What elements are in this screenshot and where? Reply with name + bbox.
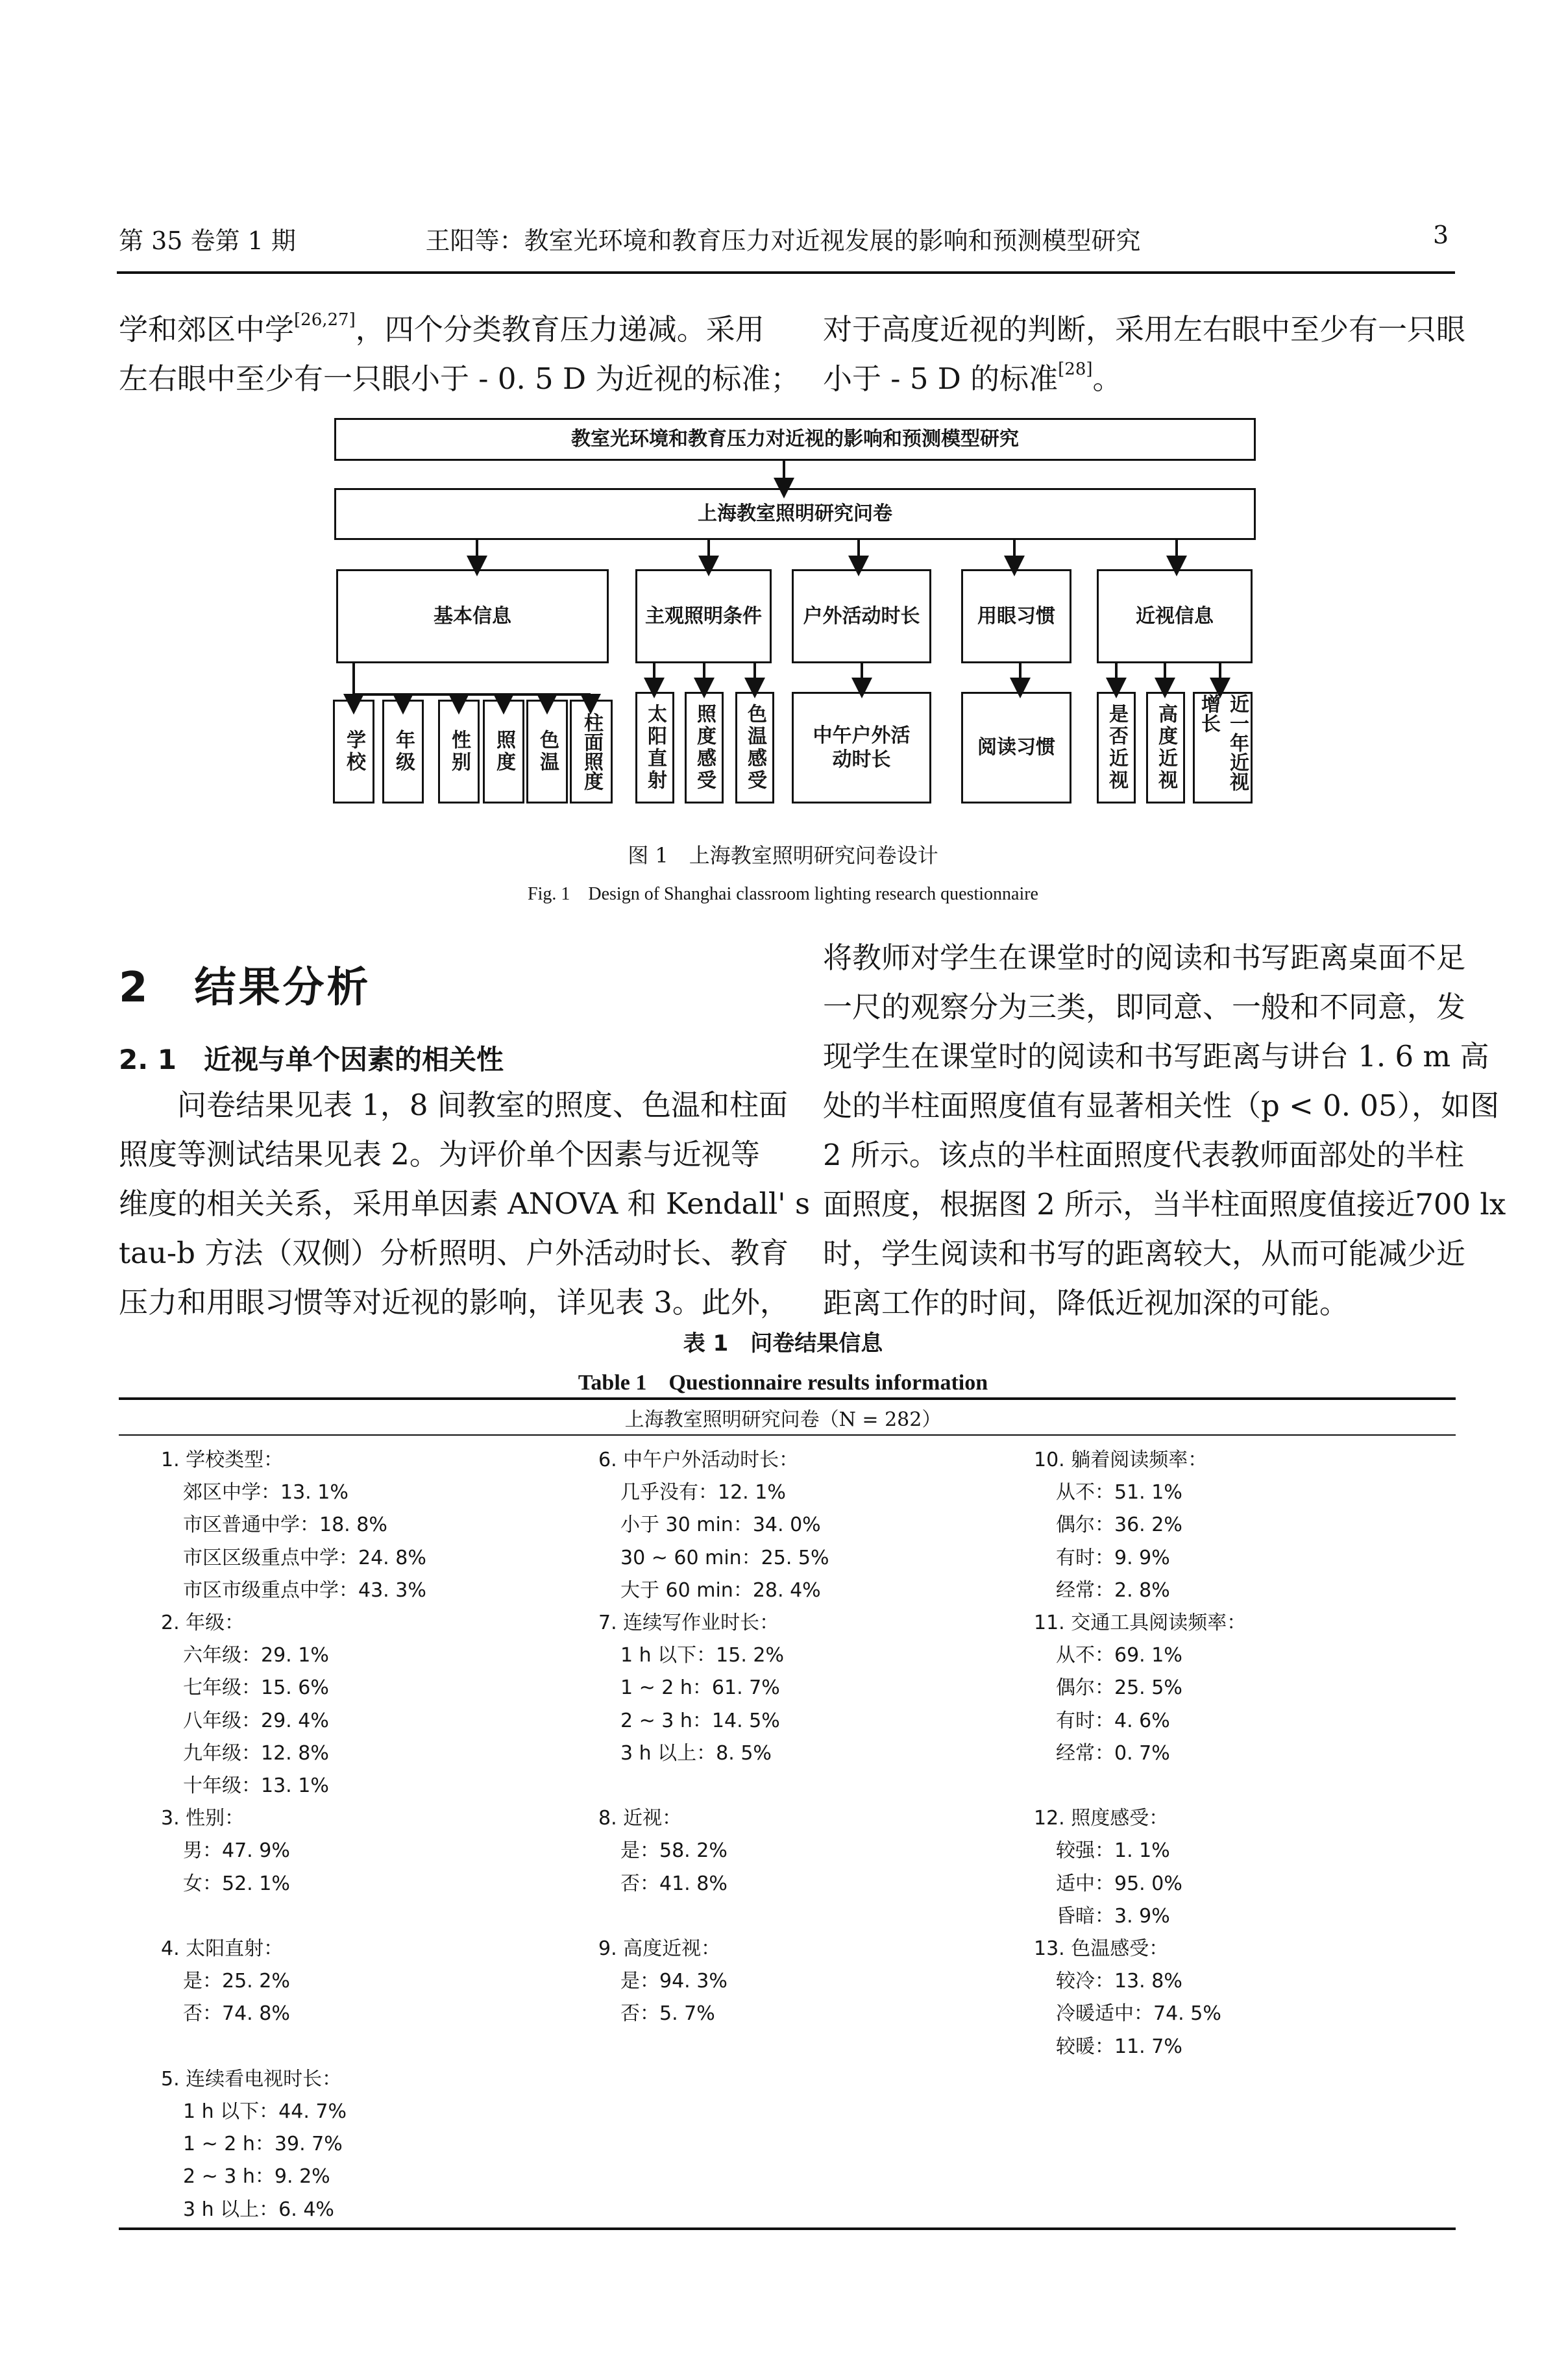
table-answer: 男：47. 9% xyxy=(183,1839,290,1863)
table-answer: 3 h 以上：8. 5% xyxy=(620,1741,772,1765)
table-column-2 xyxy=(598,1438,962,2226)
table-answer: 否：41. 8% xyxy=(620,1872,728,1895)
table-answer: 1 ~ 2 h：39. 7% xyxy=(183,2133,343,2156)
table-answer: 3 h 以上：6. 4% xyxy=(183,2198,334,2221)
table-answer: 经常：2. 8% xyxy=(1056,1578,1170,1602)
table-answer: 1 h 以下：44. 7% xyxy=(183,2100,347,2123)
body-left-line: 照度等测试结果见表 2。为评价单个因素与近视等 xyxy=(119,1137,760,1172)
running-title: 王阳等：教室光环境和教育压力对近视发展的影响和预测模型研究 xyxy=(425,227,1141,255)
table-question: 12. 照度感受： xyxy=(1034,1807,1169,1830)
table-answer: 九年级：12. 8% xyxy=(183,1741,329,1765)
item-noon-outdoor-time: 中午户外活动时长 xyxy=(792,692,931,804)
table-answer: 较强：1. 1% xyxy=(1056,1839,1170,1863)
body-right-line: 现学生在课堂时的阅读和书写距离与讲台 1. 6 m 高 xyxy=(823,1039,1489,1073)
item-color-temp: 色温 xyxy=(526,700,568,804)
table-answer: 1 ~ 2 h：61. 7% xyxy=(620,1676,780,1700)
table-column-3 xyxy=(1034,1438,1397,2226)
body-right-line: 2 所示。该点的半柱面照度代表教师面部处的半柱 xyxy=(823,1138,1464,1172)
table-answer: 较冷：13. 8% xyxy=(1056,1970,1182,1993)
item-grade: 年级 xyxy=(382,700,424,804)
table-question: 2. 年级： xyxy=(161,1612,245,1634)
table-answer: 六年级：29. 1% xyxy=(183,1644,329,1667)
table-question: 13. 色温感受： xyxy=(1034,1937,1169,1960)
subsection-heading: 2. 1 近视与单个因素的相关性 xyxy=(119,1044,504,1075)
body-right-line: 面照度，根据图 2 所示，当半柱面照度值接近700 lx xyxy=(823,1187,1506,1221)
body-right-line: 距离工作的时间，降低近视加深的可能。 xyxy=(823,1286,1349,1320)
table-answer: 有时：4. 6% xyxy=(1056,1709,1170,1732)
figure-1-diagram xyxy=(0,0,1566,844)
item-direct-sunlight: 太阳直射 xyxy=(635,692,674,804)
figure-caption-en: Fig. 1 Design of Shanghai classroom lighting research questionnaire xyxy=(528,884,1038,904)
item-high-myopia: 高度近视 xyxy=(1146,692,1185,804)
body-right-line: 一尺的观察分为三类，即同意、一般和不同意，发 xyxy=(823,990,1466,1024)
table-answer: 从不：69. 1% xyxy=(1056,1644,1182,1667)
table-answer: 郊区中学：13. 1% xyxy=(183,1481,349,1504)
item-cylindrical-illuminance: 柱面照度 xyxy=(570,700,613,804)
table-answer: 市区普通中学：18. 8% xyxy=(183,1514,387,1537)
table-question: 8. 近视： xyxy=(598,1807,682,1830)
body-left-line: 压力和用眼习惯等对近视的影响，详见表 3。此外， xyxy=(119,1285,789,1319)
table-top-rule xyxy=(119,1397,1456,1400)
table-question: 1. 学校类型： xyxy=(161,1449,284,1471)
table-answer: 1 h 以下：15. 2% xyxy=(620,1644,785,1667)
section-heading: 2 结果分析 xyxy=(119,964,371,1012)
table-answer: 2 ~ 3 h：9. 2% xyxy=(183,2165,330,2189)
table-answer: 从不：51. 1% xyxy=(1056,1481,1182,1504)
table-bottom-rule xyxy=(119,2227,1456,2230)
category-eye-habits: 用眼习惯 xyxy=(961,569,1071,663)
table-answer: 昏暗：3. 9% xyxy=(1056,1904,1170,1928)
table-answer: 女：52. 1% xyxy=(183,1872,290,1895)
table-answer: 小于 30 min：34. 0% xyxy=(620,1514,821,1537)
body-right-line: 处的半柱面照度值有显著相关性（p < 0. 05），如图 xyxy=(823,1088,1500,1123)
body-left-line: tau-b 方法（双侧）分析照明、户外活动时长、教育 xyxy=(119,1236,789,1270)
table-answer: 否：74. 8% xyxy=(183,2002,290,2026)
body-left-column xyxy=(119,1081,811,1327)
table-question: 9. 高度近视： xyxy=(598,1937,721,1960)
table-answer: 七年级：15. 6% xyxy=(183,1676,329,1700)
item-myopia-growth: 近一年近视增长 xyxy=(1193,692,1253,804)
table-answer: 经常：0. 7% xyxy=(1056,1741,1170,1765)
table-question: 6. 中午户外活动时长： xyxy=(598,1449,799,1471)
table-header-rule xyxy=(119,1434,1456,1436)
body-left-line: 维度的相关关系，采用单因素 ANOVA 和 Kendall' s xyxy=(119,1186,811,1221)
item-reading-habits: 阅读习惯 xyxy=(961,692,1071,804)
table-answer: 冷暖适中：74. 5% xyxy=(1056,2002,1221,2026)
table-answer: 2 ~ 3 h：14. 5% xyxy=(620,1709,780,1732)
table-caption-cn: 表 1 问卷结果信息 xyxy=(683,1331,883,1356)
item-is-myopic: 是否近视 xyxy=(1097,692,1136,804)
table-answer: 有时：9. 9% xyxy=(1056,1546,1170,1569)
table-answer: 市区区级重点中学：24. 8% xyxy=(183,1546,426,1569)
table-answer: 几乎没有：12. 1% xyxy=(620,1481,786,1504)
table-answer: 是：25. 2% xyxy=(183,1970,290,1993)
item-illuminance-perception: 照度感受 xyxy=(685,692,724,804)
table-answer: 30 ~ 60 min：25. 5% xyxy=(620,1546,829,1569)
table-caption-en: Table 1 Questionnaire results information xyxy=(578,1371,988,1395)
page-number: 3 xyxy=(1433,221,1449,249)
table-answer: 是：58. 2% xyxy=(620,1839,728,1863)
intro-right: 对于高度近视的判断，采用左右眼中至少有一只眼 小于 - 5 D 的标准[28]。 xyxy=(823,312,1466,396)
table-answer: 较暖：11. 7% xyxy=(1056,2035,1182,2058)
body-left-line: 问卷结果见表 1，8 间教室的照度、色温和柱面 xyxy=(177,1088,788,1122)
table-question: 4. 太阳直射： xyxy=(161,1937,284,1960)
table-answer: 否：5. 7% xyxy=(620,2002,715,2026)
table-question: 3. 性别： xyxy=(161,1807,245,1830)
category-outdoor-time: 户外活动时长 xyxy=(792,569,931,663)
body-right-line: 将教师对学生在课堂时的阅读和书写距离桌面不足 xyxy=(823,940,1466,975)
table-question: 11. 交通工具阅读频率： xyxy=(1034,1612,1247,1634)
item-illuminance: 照度 xyxy=(483,700,524,804)
table-answer: 是：94. 3% xyxy=(620,1970,728,1993)
table-answer: 适中：95. 0% xyxy=(1056,1872,1182,1895)
body-right-column xyxy=(823,933,1506,1328)
category-myopia-info: 近视信息 xyxy=(1097,569,1253,663)
table-answer: 十年级：13. 1% xyxy=(183,1774,329,1797)
table-column-1 xyxy=(161,1438,524,2226)
body-right-line: 时，学生阅读和书写的距离较大，从而可能减少近 xyxy=(823,1236,1466,1271)
table-answer: 大于 60 min：28. 4% xyxy=(620,1578,821,1602)
table-answer: 偶尔：25. 5% xyxy=(1056,1676,1182,1700)
category-basic-info: 基本信息 xyxy=(336,569,609,663)
item-gender: 性别 xyxy=(438,700,480,804)
diagram-title-box: 教室光环境和教育压力对近视的影响和预测模型研究 xyxy=(334,418,1256,461)
table-question: 7. 连续写作业时长： xyxy=(598,1612,779,1634)
table-question: 10. 躺着阅读频率： xyxy=(1034,1449,1208,1471)
table-answer: 偶尔：36. 2% xyxy=(1056,1514,1182,1537)
intro-left: 学和郊区中学[26,27]，四个分类教育压力递减。采用 左右眼中至少有一只眼小于 - 0. 5 D 为近视的标准； xyxy=(119,310,800,396)
survey-box: 上海教室照明研究问卷 xyxy=(334,488,1256,540)
table-answer: 八年级：29. 4% xyxy=(183,1709,329,1732)
journal-issue: 第 35 卷第 1 期 xyxy=(119,227,296,255)
item-color-temp-perception: 色温感受 xyxy=(735,692,774,804)
table-answer: 市区市级重点中学：43. 3% xyxy=(183,1578,426,1602)
table-header: 上海教室照明研究问卷（N = 282） xyxy=(624,1408,942,1431)
figure-caption-cn: 图 1 上海教室照明研究问卷设计 xyxy=(628,843,938,868)
table-question: 5. 连续看电视时长： xyxy=(161,2067,342,2091)
item-school: 学校 xyxy=(333,700,374,804)
category-subjective-lighting: 主观照明条件 xyxy=(635,569,772,663)
